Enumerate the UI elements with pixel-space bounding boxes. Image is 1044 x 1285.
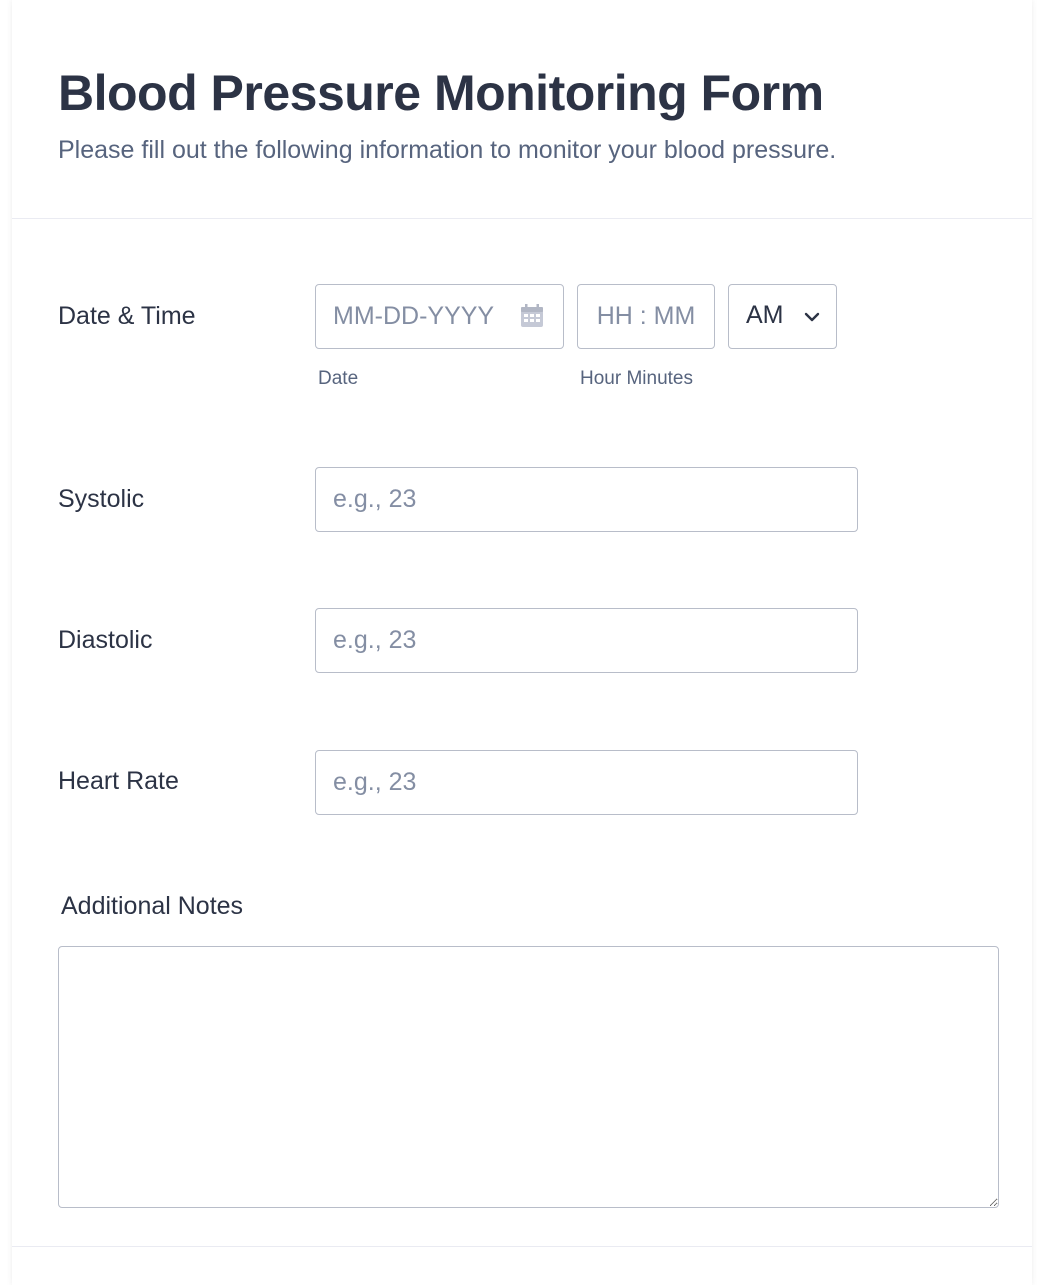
form-title: Blood Pressure Monitoring Form	[58, 65, 824, 121]
chevron-down-icon	[803, 308, 821, 326]
notes-label: Additional Notes	[61, 892, 244, 920]
systolic-input[interactable]	[315, 467, 858, 532]
ampm-select[interactable]	[728, 284, 837, 349]
date-time-label: Date & Time	[58, 302, 196, 330]
time-input[interactable]	[577, 284, 715, 349]
calendar-icon[interactable]	[520, 304, 544, 328]
form-card	[12, 0, 1032, 1285]
date-sublabel: Date	[318, 368, 359, 389]
systolic-label: Systolic	[58, 485, 145, 513]
heart-rate-input[interactable]	[315, 750, 858, 815]
diastolic-label: Diastolic	[58, 626, 153, 654]
form-subtitle: Please fill out the following information to monitor your blood pressure.	[58, 136, 837, 164]
form-header	[12, 0, 1032, 219]
heart-rate-label: Heart Rate	[58, 767, 179, 795]
divider	[12, 1246, 1032, 1247]
notes-textarea[interactable]	[58, 946, 999, 1208]
ampm-value: AM	[746, 301, 784, 329]
diastolic-input[interactable]	[315, 608, 858, 673]
time-sublabel: Hour Minutes	[580, 368, 693, 389]
